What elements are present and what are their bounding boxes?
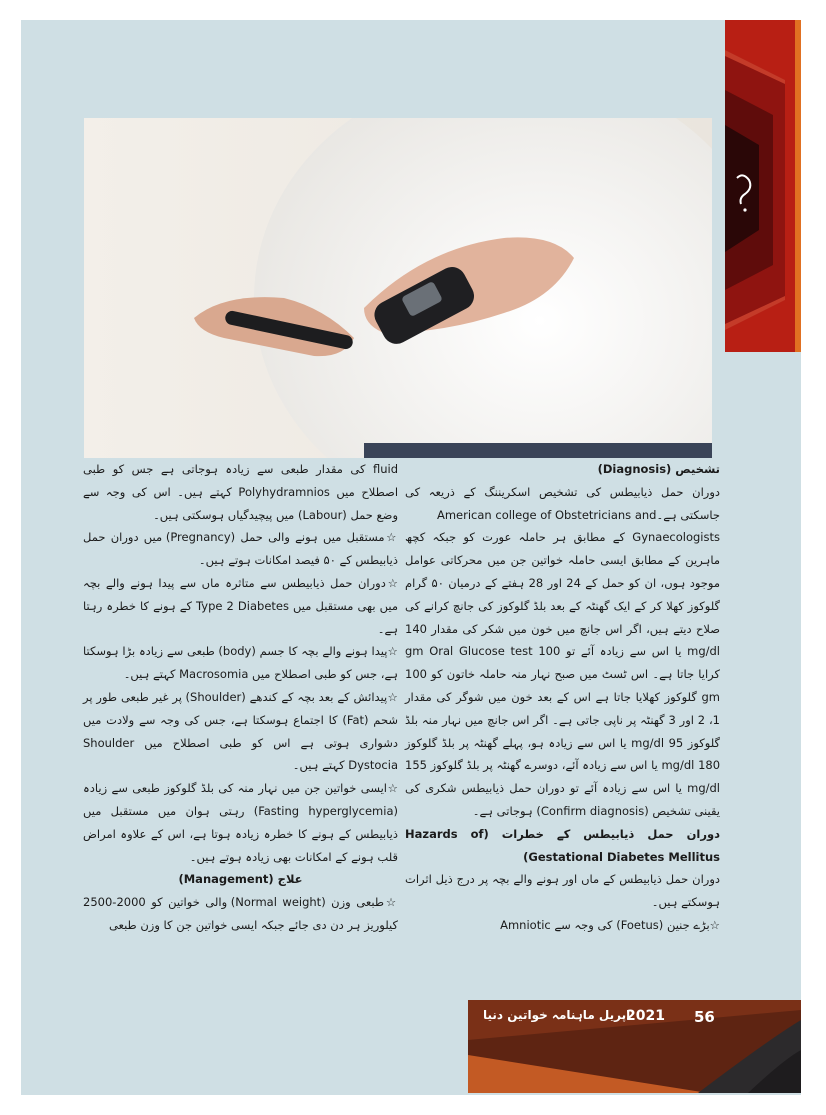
- heading-hazards: دوران حمل ذیابیطس کے خطرات (Hazards of Gestational Diabetes Mellitus): [405, 826, 721, 864]
- page-number: 56: [694, 1008, 715, 1026]
- bullet-item: ☆بڑے جنین (Foetus) کی وجہ سے Amniotic: [500, 917, 720, 932]
- heading-management: علاج (Management): [178, 872, 303, 887]
- bullet-item: ☆مستقبل میں ہونے والی حمل (Pregnancy) میں دوران حمل ذیابیطس کے ۵۰ فیصد امکانات ہوتے ہیں۔: [83, 530, 398, 568]
- issue-year: 2021: [626, 1008, 665, 1024]
- bullet-item: ☆پیدا ہونے والے بچہ کا جسم (body) طبعی سے زیادہ بڑا ہوسکتا ہے، جس کو طبی اصطلاح میں Macrosomia کہتے ہیں۔: [83, 644, 398, 682]
- paragraph: fluid کی مقدار طبعی سے زیادہ ہوجاتی ہے جس کو طبی اصطلاح میں Polyhydramnios کہتے ہیں۔ اس کی وجہ سے وضع حمل (Labour) میں پیچیدگیاں ہوسکتی ہیں۔: [83, 462, 399, 522]
- side-decoration: [725, 20, 801, 352]
- bullet-item: ☆ایسی خواتین جن میں نہار منہ کی بلڈ گلوکوز طبعی سے زیادہ (Fasting hyperglycemia) رہتی ہوان میں مستقبل میں ذیابیطس کے ہونے کا خطرہ زیادہ ہوتا ہے، اس کے علاوہ امراض قلب ہونے کے امکانات بھی زیادہ ہوتے ہیں۔: [83, 781, 398, 864]
- left-text-column: [83, 458, 398, 937]
- paragraph: دوران حمل ذیابیطس کی تشخیص اسکریننگ کے ذریعہ کی جاسکتی ہے۔American college of Obstetricians and: [405, 484, 720, 522]
- paragraph: دوران حمل ذیابیطس کے ماں اور ہونے والے بچہ پر درج ذیل اثرات ہوسکتے ہیں۔: [405, 872, 720, 910]
- bullet-item: ☆طبعی وزن (Normal weight) والی خواتین کو 2000-2500 کیلوریز ہر دن دی جائے جبکہ ایسی خواتین جن کا وزن طبعی: [83, 895, 398, 932]
- heading-diagnosis: تشخیص (Diagnosis): [597, 462, 720, 476]
- bullet-item: ☆پیدائش کے بعد بچہ کے کندھے (Shoulder) پر غیر طبعی طور پر شحم (Fat) کا اجتماع ہوسکتا ہے، جس کی وجہ سے ولادت میں دشواری ہوتی ہے اس کو طبی اصطلاح میں Shoulder Dystocia کہتے ہیں۔: [83, 689, 399, 773]
- paragraph: Gynaecologists کے مطابق ہر حاملہ عورت کو جبکہ کچھ ماہرین کے مطابق ایسی حاملہ خواتین جن میں محرکاتی عوامل موجود ہوں، ان کو حمل کے 24 اور 28 ہفتے کے درمیان ۵۰ گرام گلوکوز کھلا کر کے ایک گھنٹہ کے بعد بلڈ گلوکوز کی جانچ کرانے کی صلاح دیتے ہیں، اگر اس جانچ میں خون میں شکر کی مقدار 140 mg/dl یا اس سے زیادہ آئے تو 100 gm Oral Glucose test کرایا جاتا ہے۔ اس ٹسٹ میں صبح نہار منہ حاملہ خاتون کو 100 gm گلوکوز کھلایا جاتا ہے اس کے بعد خون میں شوگر کی مقدار 1، 2 اور 3 گھنٹہ پر ناپی جاتی ہے۔ اگر اس جانچ میں نہار منہ بلڈ گلوکوز 95 mg/dl یا اس سے زیادہ ہو، پہلے گھنٹہ پر بلڈ گلوکوز 180 mg/dl یا اس سے زیادہ آئے، دوسرے گھنٹہ پر بلڈ گلوکوز 155 mg/dl یا اس سے زیادہ آئے تو دوران حمل ذیابیطس شکری کی یقینی تشخیص (Confirm diagnosis) ہوجاتی ہے۔: [405, 530, 721, 818]
- magazine-title: اپریل ماہنامہ خواتین دنیا: [483, 1008, 631, 1022]
- right-text-column: [405, 458, 720, 937]
- pregnant-woman-glucometer-photo: [84, 118, 712, 458]
- bullet-item: ☆دوران حمل ذیابیطس سے متاثرہ ماں سے پیدا ہونے والے بچہ میں بھی مستقبل میں Type 2 Diabetes کے ہونے کا خطرہ رہتا ہے۔: [83, 575, 398, 636]
